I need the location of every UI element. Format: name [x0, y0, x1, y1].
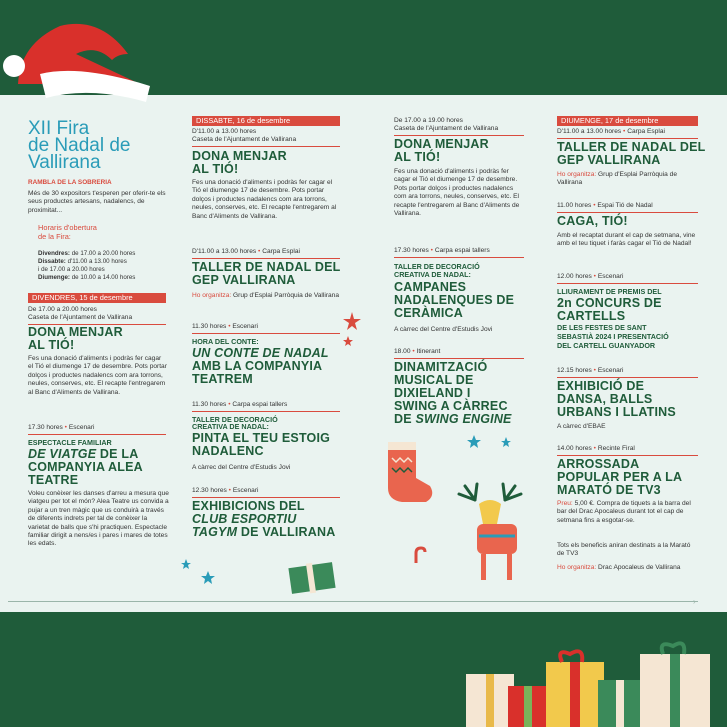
hours-title-line2: de la Fira:	[38, 232, 71, 241]
fair-title-line3: Vallirana	[28, 152, 101, 173]
event-description: Voleu conèixer les danses d'arreu a mesura que viatgeu per tot el món? Alea Teatre us convida a pujar a un tren màgic que us conduirà a través de diferents indrets per tal de conèixer la varietat de balls que s'hi practiquen. Espectacle familiar dirigit a nens/es i pares i mares de totes les edats.	[28, 490, 169, 548]
event-subtitle: DE LES FESTES DE SANT	[557, 323, 647, 332]
event-description: Fes una donació d'aliments i podràs fer cagar el Tió el diumenge 17 de desembre. Pots portar dolços i productes nadalencs com ara torrons, neules, conserves, etc. El recapte l'entregarem al Banc d'Aliments de Vallirana.	[394, 168, 520, 218]
divider	[192, 258, 340, 259]
event-title: EXHIBICIONS DEL	[192, 499, 305, 513]
event-title: TAGYM DE VALLIRANA	[192, 525, 336, 539]
event-kicker: ESPECTACLE FAMILIAR	[28, 438, 112, 447]
divider	[28, 434, 166, 435]
event-place: Caseta de l'Ajuntament de Vallirana	[192, 136, 297, 143]
event-title: CARTELLS	[557, 309, 626, 323]
event-title: GEP VALLIRANA	[557, 153, 661, 167]
event-time: 12.00 hores • Escenari	[557, 273, 624, 280]
event-organizer: Ho organitza: Grup d'Esplai Parròquia de Vallirana	[192, 292, 340, 299]
event-title: CAGA, TIÓ!	[557, 214, 628, 228]
event-kicker: LLIURAMENT DE PREMIS DEL	[557, 287, 662, 296]
christmas-stocking-icon	[382, 440, 442, 510]
event-title: DANSA, BALLS	[557, 392, 653, 406]
page-rule	[8, 601, 698, 602]
event-title: NADALENC	[192, 444, 264, 458]
event-kicker: TALLER DE DECORACIÓ	[192, 415, 278, 424]
event-title: PINTA EL TEU ESTOIG	[192, 431, 331, 445]
event-time: 11.30 hores • Escenari	[192, 323, 258, 330]
event-time: D'11.00 a 13.00 hores • Carpa Esplai	[557, 128, 665, 135]
event-title: DIXIELAND I	[394, 386, 471, 400]
event-description: A càrrec d'EBAE	[557, 423, 606, 430]
event-time: 12.15 hores • Escenari	[557, 367, 624, 374]
hours-row: Diumenge: de 10.00 a 14.00 hores	[38, 274, 136, 281]
event-title: CERÀMICA	[394, 306, 463, 320]
event-time: 14.00 hores • Recinte Firal	[557, 445, 635, 452]
event-title: GEP VALLIRANA	[192, 273, 296, 287]
fair-intro: Més de 30 expositors t'esperen per oferir-te els seus productes artesans, nadalencs, de proximitat...	[28, 190, 166, 214]
event-kicker: CREATIVA DE NADAL:	[394, 270, 471, 279]
day-bar-sunday: DIUMENGE, 17 de desembre	[557, 116, 698, 126]
event-description: Amb el recaptat durant el cap de setmana, vine amb el teu tiquet i faràs cagar el Tió de Nadal!	[557, 232, 696, 248]
event-title: ARROSSADA	[557, 457, 640, 471]
event-description: Fes una donació d'aliments i podràs fer cagar el Tió el diumenge 17 de desembre. Pots portar dolços i productes nadalencs com ara torrons, neules, conserves, etc. El recapte l'entregarem al Banc d'Aliments de Vallirana.	[192, 179, 337, 220]
divider	[557, 377, 698, 378]
event-time: 12.30 hores • Escenari	[192, 487, 259, 494]
hours-title-line1: Horaris d'obertura	[38, 223, 97, 232]
event-title: DE VIATGE DE LA	[28, 447, 139, 461]
divider	[394, 135, 524, 136]
event-description: Tots els beneficis aniran destinats a la Marató de TV3	[557, 542, 691, 558]
divider	[192, 497, 340, 498]
divider	[192, 333, 340, 334]
event-description: Fes una donació d'aliments i podràs fer cagar el Tió el diumenge 17 de desembre. Pots portar dolços i productes nadalencs com ara torrons, neules, conserves, etc. El recapte l'entregarem al Banc d'Aliments de Vallirana.	[28, 355, 167, 396]
event-kicker: HORA DEL CONTE:	[192, 337, 259, 346]
gift-boxes-icon	[458, 634, 727, 727]
event-organizer: Ho organitza: Drac Apocaleus de Vallirana	[557, 564, 681, 571]
event-title: AL TIÓ!	[28, 338, 75, 352]
event-place: Caseta de l'Ajuntament de Vallirana	[28, 314, 133, 321]
event-title: DONA MENJAR	[28, 325, 123, 339]
event-time: De 17.00 a 19.00 hores	[394, 117, 463, 124]
reindeer-icon	[455, 480, 530, 590]
arrow-right-icon: ›	[693, 597, 696, 606]
event-title: POPULAR PER A LA	[557, 470, 683, 484]
event-title: TALLER DE NADAL DEL	[192, 260, 341, 274]
hours-row: i de 17.00 a 20.00 hores	[38, 266, 105, 273]
event-title: MUSICAL DE	[394, 373, 474, 387]
event-title: CLUB ESPORTIU	[192, 512, 297, 526]
event-time: 17.30 hores • Escenari	[28, 424, 95, 431]
event-description: A càrrec del Centre d'Estudis Jovi	[192, 464, 291, 471]
event-description: A càrrec del Centre d'Estudis Jovi	[394, 326, 493, 333]
event-time: D'11.00 a 13.00 hores	[192, 128, 257, 135]
divider	[557, 283, 698, 284]
divider	[192, 411, 340, 412]
event-time: 11.00 hores • Espai Tió de Nadal	[557, 202, 653, 209]
event-title: DONA MENJAR	[192, 149, 287, 163]
event-title: URBANS I LLATINS	[557, 405, 676, 419]
event-title: TALLER DE NADAL DEL	[557, 140, 706, 154]
event-kicker: TALLER DE DECORACIÓ	[394, 262, 480, 271]
event-title: DE SWING ENGINE	[394, 412, 512, 426]
event-title: AMB LA COMPANYIA	[192, 359, 323, 373]
event-place: Caseta de l'Ajuntament de Vallirana	[394, 125, 499, 132]
fair-location: RAMBLA DE LA SOBRERIA	[28, 179, 112, 186]
santa-hat-icon	[0, 14, 160, 106]
event-time: 17.30 hores • Carpa espai tallers	[394, 247, 490, 254]
event-time: De 17.00 a 20.00 hores	[28, 306, 97, 313]
event-time: 11.30 hores • Carpa espai tallers	[192, 401, 288, 408]
star-decoration-icon	[340, 310, 364, 350]
event-kicker: CREATIVA DE NADAL:	[192, 422, 269, 431]
candy-cane-icon	[410, 545, 430, 565]
divider	[394, 358, 524, 359]
hours-row: Dissabte: d'11.00 a 13.00 hores	[38, 258, 127, 265]
star-decoration-icon	[466, 433, 526, 453]
event-title: COMPANYIA ALEA	[28, 460, 143, 474]
day-bar-saturday: DISSABTE, 16 de desembre	[192, 116, 340, 126]
event-subtitle: DEL CARTELL GUANYADOR	[557, 341, 656, 350]
day-bar-friday: DIVENDRES, 15 de desembre	[28, 293, 166, 303]
event-title: TEATRE	[28, 473, 79, 487]
event-title: UN CONTE DE NADAL	[192, 346, 329, 360]
event-time: D'11.00 a 13.00 hores • Carpa Esplai	[192, 248, 300, 255]
event-subtitle: SEBASTIÀ 2024 I PRESENTACIÓ	[557, 332, 669, 341]
hours-row: Divendres: de 17.00 a 20.00 hores	[38, 250, 136, 257]
event-title: EXHIBICIÓ DE	[557, 379, 645, 393]
gift-decoration-icon	[180, 555, 340, 595]
divider	[192, 146, 340, 147]
divider	[557, 212, 698, 213]
event-time: 18.00 • Itinerant	[394, 348, 441, 355]
divider	[557, 455, 698, 456]
event-title: AL TIÓ!	[192, 162, 239, 176]
divider	[394, 257, 524, 258]
hours-list	[38, 250, 168, 282]
event-price: Preu: 5,00 €. Compra de tiquets a la barra del bar del Drac Apocaleus durant tot el cap de setmana fins a esgotar-se.	[557, 500, 691, 524]
event-title: SWING A CÀRREC	[394, 399, 508, 413]
event-organizer: Ho organitza: Grup d'Esplai Parròquia de Vallirana	[557, 171, 678, 187]
event-title: 2n CONCURS DE	[557, 296, 662, 310]
program-panel	[0, 95, 727, 612]
event-title: CAMPANES	[394, 280, 467, 294]
event-title: AL TIÓ!	[394, 150, 441, 164]
event-title: MARATÓ DE TV3	[557, 483, 661, 497]
event-title: TEATREM	[192, 372, 253, 386]
fair-title-line2: de Nadal de	[28, 135, 131, 156]
event-title: DONA MENJAR	[394, 137, 489, 151]
divider	[557, 138, 698, 139]
event-title: DINAMITZACIÓ	[394, 360, 488, 374]
event-title: NADALENQUES DE	[394, 293, 515, 307]
fair-title-line1: XII Fira	[28, 118, 90, 139]
